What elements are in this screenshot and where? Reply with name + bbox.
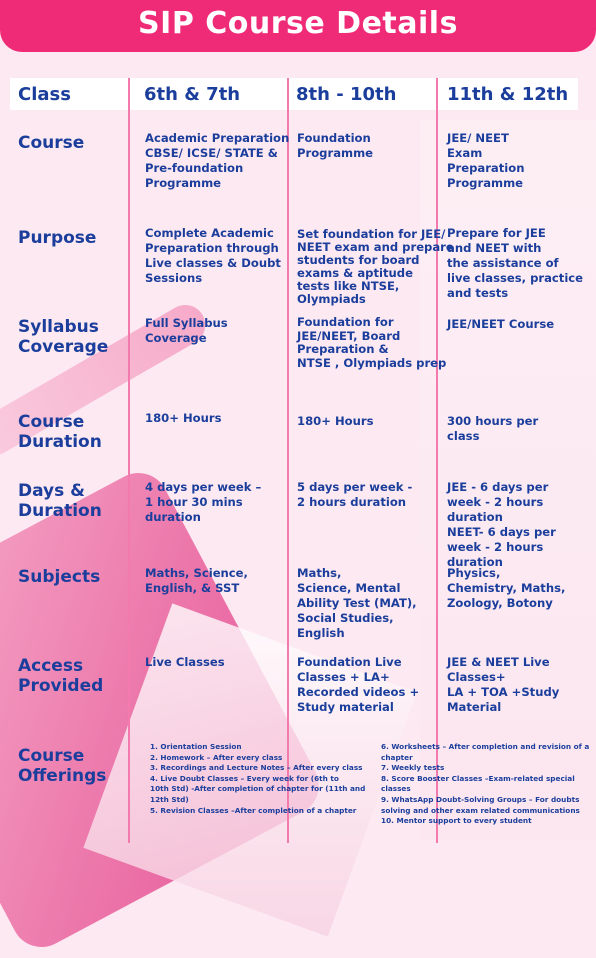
list-item: 6. Worksheets – After completion and revision of a chapter: [381, 742, 590, 762]
column-divider: [436, 78, 438, 843]
table-cell: 5 days per week - 2 hours duration: [297, 480, 413, 509]
list-item: 4. Live Doubt Classes – Every week for (6th to 10th Std) -After completion of chapter for (11th and 12th Std): [150, 773, 366, 804]
column-divider: [287, 78, 289, 843]
table-header: [10, 78, 578, 110]
row-label-subjects: Subjects: [18, 567, 101, 587]
table-cell: Foundation for JEE/NEET, Board Preparation & NTSE , Olympiads prep: [297, 315, 447, 370]
table-cell: JEE/ NEET Exam Preparation Programme: [447, 131, 525, 190]
page-title: SIP Course Details: [138, 6, 458, 41]
table-cell: Prepare for JEE and NEET with the assistance of live classes, practice and tests: [447, 226, 584, 300]
row-label-course-duration: Course Duration: [18, 412, 102, 452]
column-header-class: Class: [18, 84, 71, 105]
list-item: 2. Homework – After every class: [150, 752, 283, 762]
row-label-course-offerings: Course Offerings: [18, 746, 107, 786]
table-cell: Full Syllabus Coverage: [145, 316, 228, 345]
list-item: 8. Score Booster Classes –Exam-related special classes: [381, 773, 575, 794]
table-cell: Maths, Science, Mental Ability Test (MAT), Social Studies, English: [297, 566, 417, 640]
table-cell: Physics, Chemistry, Maths, Zoology, Botony: [447, 566, 566, 610]
row-label-access-provided: Access Provided: [18, 656, 104, 696]
row-label-purpose: Purpose: [18, 228, 97, 248]
list-item: 1. Orientation Session: [150, 742, 242, 751]
table-cell: JEE/NEET Course: [447, 317, 555, 331]
table-cell: Maths, Science, English, & SST: [145, 566, 248, 595]
table-cell: 4 days per week – 1 hour 30 mins duration: [145, 480, 262, 524]
table-cell: 180+ Hours: [145, 411, 222, 425]
column-divider: [128, 78, 130, 843]
table-cell: Foundation Live Classes + LA+ Recorded videos + Study material: [297, 655, 420, 714]
list-item: 3. Recordings and Lecture Notes – After every class: [150, 763, 363, 773]
table-cell: JEE - 6 days per week - 2 hours duration NEET- 6 days per week - 2 hours duration: [447, 480, 556, 569]
table-cell: 180+ Hours: [297, 414, 374, 428]
table-cell: 300 hours per class: [447, 414, 539, 443]
list-item: 5. Revision Classes –After completion of a chapter: [150, 805, 357, 815]
column-header-11-12: 11th & 12th: [447, 84, 569, 105]
table-cell: JEE & NEET Live Classes+ LA + TOA +Study Material: [447, 655, 560, 714]
table-cell: Complete Academic Preparation through Live classes & Doubt Sessions: [145, 226, 281, 285]
row-label-course: Course: [18, 133, 85, 153]
table-cell: Live Classes: [145, 655, 225, 669]
list-item: 7. Weekly tests: [381, 763, 445, 773]
title-banner: [0, 0, 596, 52]
table-cell: Academic Preparation CBSE/ ICSE/ STATE & Pre-foundation Programme: [145, 131, 290, 190]
row-label-days-duration: Days & Duration: [18, 481, 102, 521]
list-item: 9. WhatsApp Doubt-Solving Groups – For doubts solving and other exam related communications: [381, 794, 580, 815]
column-header-6-7: 6th & 7th: [144, 84, 241, 105]
offerings-list-left: [150, 742, 365, 816]
table-cell: Set foundation for JEE/ NEET exam and prepare students for board exams & aptitude tests like NTSE, Olympiads: [297, 227, 454, 306]
table-cell: Foundation Programme: [297, 131, 374, 160]
offerings-list-right: [381, 742, 589, 827]
row-label-syllabus-coverage: Syllabus Coverage: [18, 317, 109, 357]
column-header-8-10: 8th - 10th: [296, 84, 397, 105]
list-item: 10. Mentor support to every student: [381, 816, 532, 826]
